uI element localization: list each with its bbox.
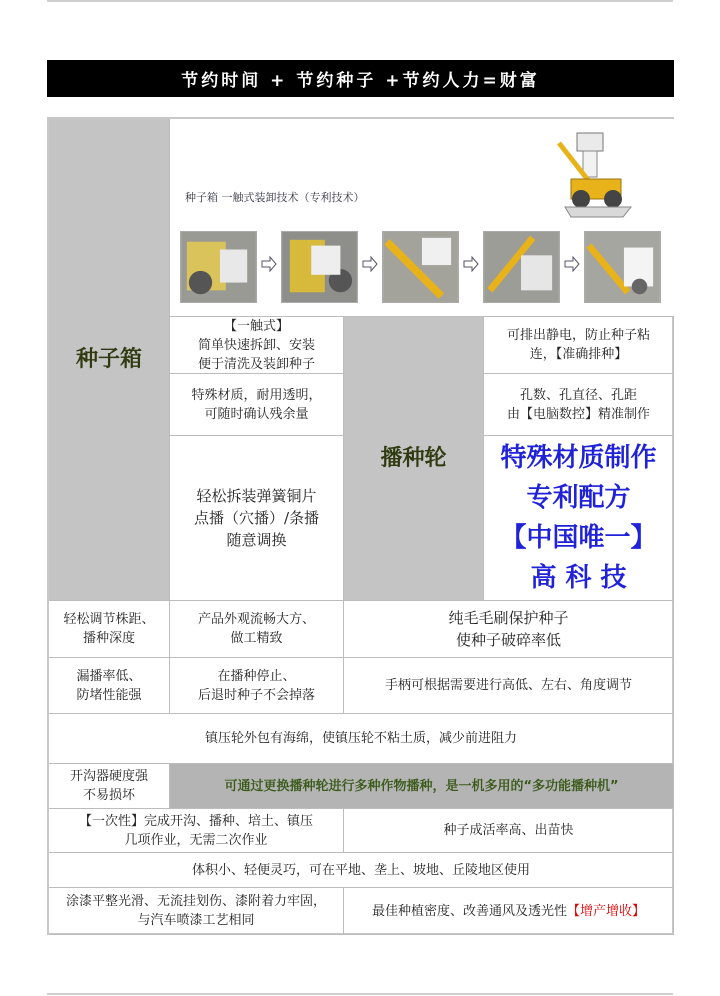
seed-box-step-photo — [180, 231, 257, 303]
feature-table — [47, 117, 674, 935]
seed-box-step-photo — [281, 231, 358, 303]
feature-spacing-depth: 轻松调节株距、 播种深度 — [49, 601, 170, 658]
top-rule — [47, 0, 673, 2]
slogan-banner: 节约时间 + 节约种子 +节约人力=财富 — [47, 60, 674, 97]
seeder-machine-photo — [547, 129, 637, 221]
arrow-right-icon — [362, 256, 378, 272]
seed-box-photo-panel — [170, 119, 674, 317]
feature-press-wheel: 镇压轮外包有海绵，使镇压轮不粘土质，减少前进阻力 — [49, 714, 674, 764]
feature-survival-rate: 种子成活率高、出苗快 — [344, 809, 674, 853]
feature-no-drop: 在播种停止、 后退时种子不会掉落 — [170, 658, 344, 714]
feature-paint: 涂漆平整光滑、无流挂划伤、漆附着力牢固， 与汽车喷漆工艺相同 — [49, 888, 344, 935]
seeding-wheel-feature-cnc: 孔数、孔直径、孔距 由【电脑数控】精准制作 — [484, 374, 674, 436]
feature-furrow-opener: 开沟器硬度强 不易损坏 — [49, 764, 170, 809]
seeding-wheel-label: 播种轮 — [344, 317, 484, 601]
feature-appearance: 产品外观流畅大方、 做工精致 — [170, 601, 344, 658]
seed-box-step-photo — [483, 231, 560, 303]
feature-anti-clog: 漏播率低、 防堵性能强 — [49, 658, 170, 714]
seed-box-label: 种子箱 — [49, 119, 170, 601]
seeding-wheel-feature-static: 可排出静电，防止种子粘 连，【准确排种】 — [484, 317, 674, 374]
seed-box-feature-spring: 轻松拆装弹簧铜片 点播（穴播）/条播 随意调换 — [170, 436, 344, 601]
seed-box-step-photo — [584, 231, 661, 303]
seed-box-feature-one-touch: 【一触式】 简单快速拆卸、安装 便于清洗及装卸种子 — [170, 317, 344, 374]
seeding-wheel-highlight: 特殊材质制作 专利配方 【中国唯一】 高 科 技 — [484, 436, 674, 601]
feature-handle-adjust: 手柄可根据需要进行高低、左右、角度调节 — [344, 658, 674, 714]
bottom-rule — [47, 993, 673, 995]
seed-box-feature-material: 特殊材质，耐用透明， 可随时确认残余量 — [170, 374, 344, 436]
photo-caption: 种子箱 一触式装卸技术（专利技术） — [185, 191, 365, 204]
feature-density: 最佳种植密度、改善通风及透光性 【增产增收】 — [344, 888, 674, 935]
arrow-right-icon — [261, 256, 277, 272]
arrow-right-icon — [463, 256, 479, 272]
feature-one-pass: 【一次性】完成开沟、播种、培土、镇压 几项作业，无需二次作业 — [49, 809, 344, 853]
feature-compact: 体积小、轻便灵巧，可在平地、垄上、坡地、丘陵地区使用 — [49, 853, 674, 888]
seed-box-step-photo — [382, 231, 459, 303]
arrow-right-icon — [564, 256, 580, 272]
yield-increase-tag: 【增产增收】 — [567, 903, 646, 919]
feature-multi-crop: 可通过更换播种轮进行多种作物播种，是一机多用的“多功能播种机” — [170, 764, 674, 809]
feature-brush: 纯毛毛刷保护种子 使种子破碎率低 — [344, 601, 674, 658]
